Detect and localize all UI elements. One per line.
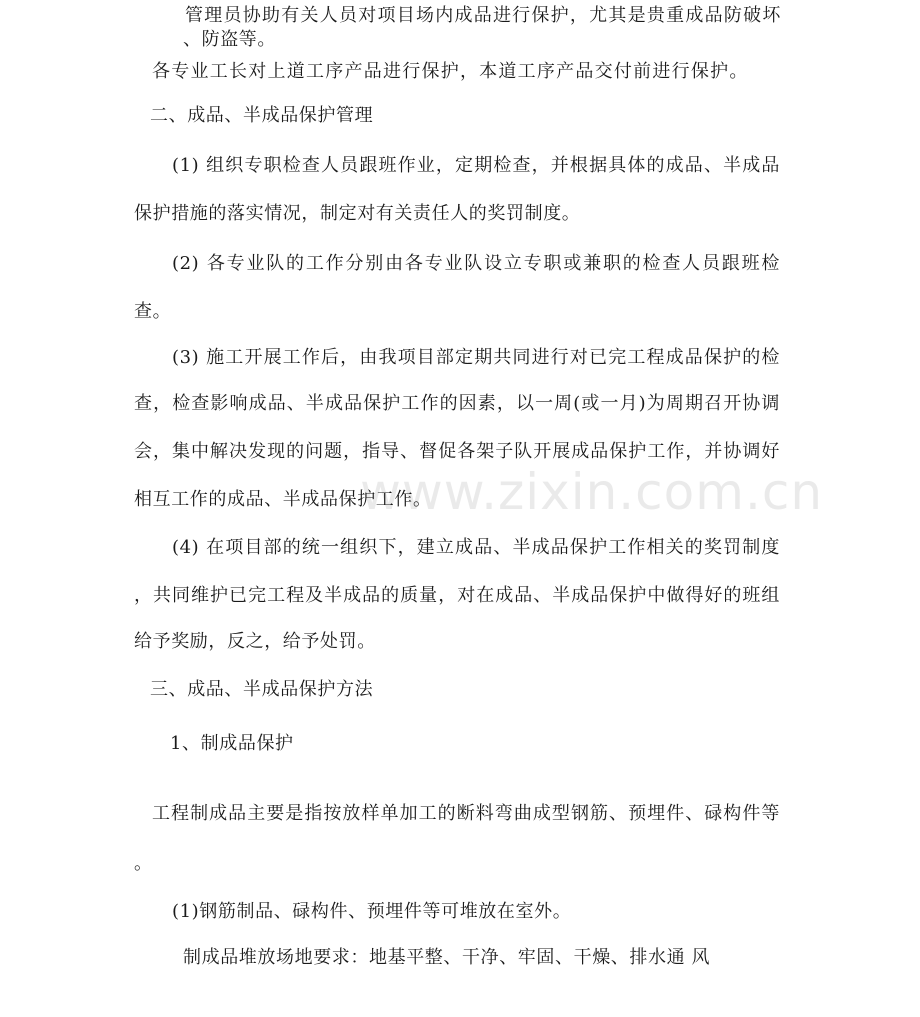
text-line: (1)钢筋制品、碌构件、预埋件等可堆放在室外。 <box>172 901 572 922</box>
text-line: 会，集中解决发现的问题，指导、督促各架子队开展成品保护工作，并协调好 <box>134 441 780 462</box>
text-line: 查，检查影响成品、半成品保护工作的因素，以一周(或一月)为周期召开协调 <box>134 393 780 414</box>
text-line: (1) 组织专职检查人员跟班作业，定期检查，并根据具体的成品、半成品 <box>172 155 780 176</box>
text-line: 保护措施的落实情况，制定对有关责任人的奖罚制度。 <box>134 203 581 224</box>
text-line: (4) 在项目部的统一组织下，建立成品、半成品保护工作相关的奖罚制度 <box>172 537 780 558</box>
text-line: 管理员协助有关人员对项目场内成品进行保护，尤其是贵重成品防破坏 <box>185 5 781 26</box>
text-line: 。 <box>134 853 153 874</box>
section-heading: 三、成品、半成品保护方法 <box>150 679 374 700</box>
text-line: 查。 <box>134 301 172 322</box>
section-heading: 二、成品、半成品保护管理 <box>150 105 374 126</box>
text-line: 各专业工长对上道工序产品进行保护，本道工序产品交付前进行保护。 <box>152 61 748 82</box>
text-line: 、防盗等。 <box>183 29 276 50</box>
text-line: 给予奖励，反之，给予处罚。 <box>134 631 376 652</box>
text-line: 工程制成品主要是指按放样单加工的断料弯曲成型钢筋、预埋件、碌构件等 <box>152 803 780 824</box>
subsection-heading: 1、制成品保护 <box>170 733 294 754</box>
text-line: ，共同维护已完工程及半成品的质量，对在成品、半成品保护中做得好的班组 <box>134 585 780 606</box>
text-line: 相互工作的成品、半成品保护工作。 <box>134 489 432 510</box>
watermark: www.zixin.com.cn <box>360 463 824 521</box>
text-line: (2) 各专业队的工作分别由各专业队设立专职或兼职的检查人员跟班检 <box>172 253 780 274</box>
text-line: (3) 施工开展工作后，由我项目部定期共同进行对已完工程成品保护的检 <box>172 347 780 368</box>
text-line: 制成品堆放场地要求：地基平整、干净、牢固、干燥、排水通 风 <box>183 947 711 968</box>
